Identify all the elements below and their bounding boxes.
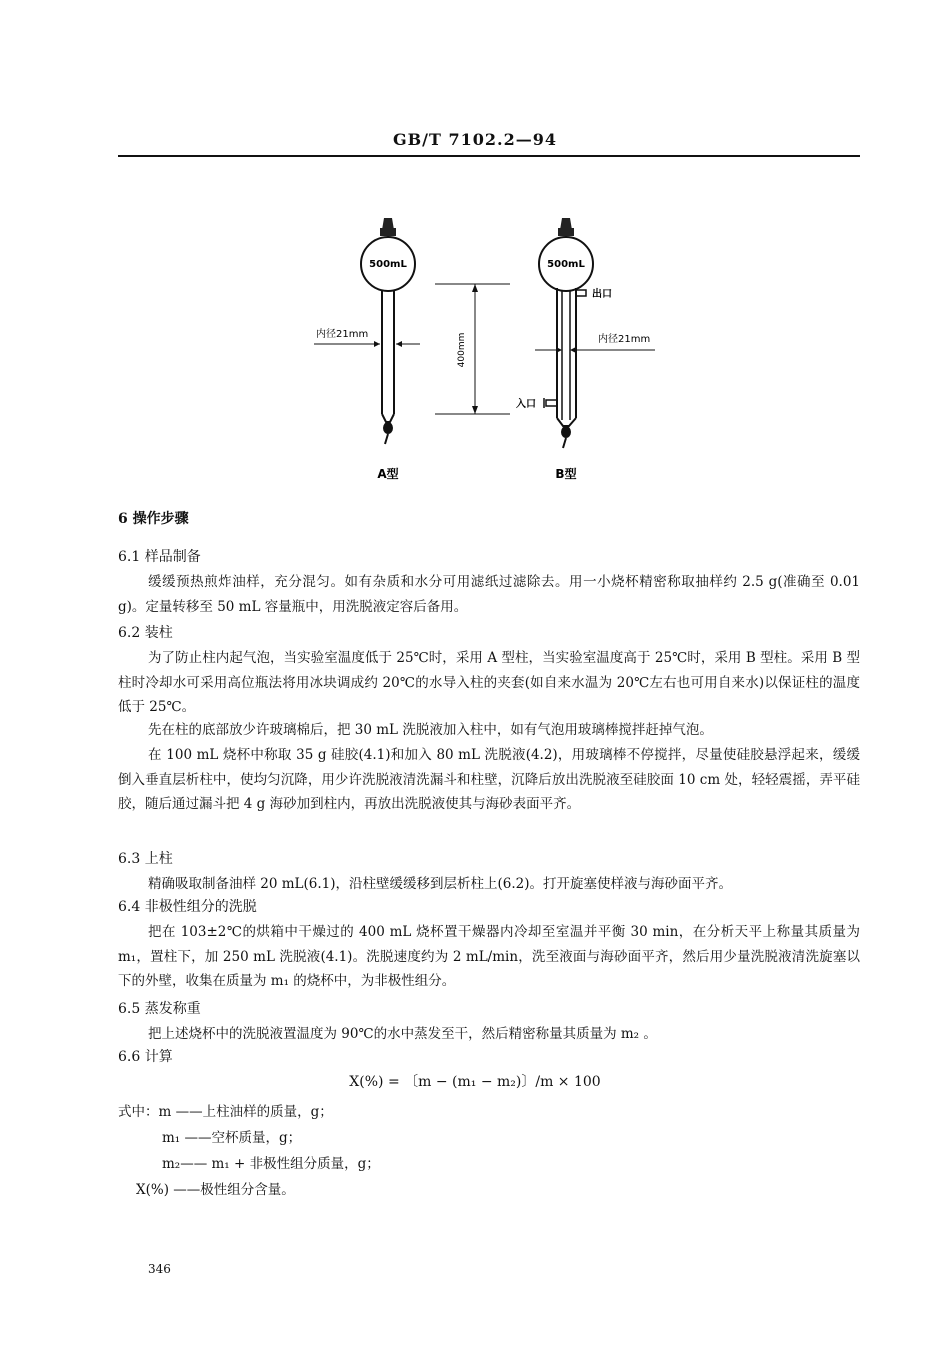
calculation-formula: X(%) = 〔m − (m₁ − m₂)〕/m × 100 <box>349 1074 601 1090</box>
column-figure <box>280 200 700 500</box>
column-a-caption: A型 <box>377 467 399 481</box>
length-dimension <box>435 284 510 414</box>
page-number: 346 <box>148 1262 171 1276</box>
column-a-volume: 500mL <box>369 259 407 270</box>
section-6-3-paragraph: 精确吸取制备油样 20 mL(6.1)，沿柱壁缓缓移到层析柱上(6.2)。打开旋塞使样液与海砂面平齐。 <box>148 876 733 892</box>
formula-legend-x: X(%) ——极性组分含量。 <box>136 1182 295 1198</box>
formula-legend-m: 式中：m ——上柱油样的质量，g； <box>118 1104 333 1120</box>
formula-legend-m1: m₁ ——空杯质量，g； <box>162 1130 302 1146</box>
section-6-2-paragraph-2: 先在柱的底部放少许玻璃棉后，把 30 mL 洗脱液加入柱中，如有气泡用玻璃棒搅拌赶掉气泡。 <box>148 722 713 738</box>
column-b-drawing <box>535 218 655 448</box>
section-6-5-heading: 6.5 蒸发称重 <box>118 1001 201 1017</box>
column-a-diameter-label: 内径21mm <box>316 329 369 340</box>
section-6-3-heading: 6.3 上柱 <box>118 851 173 867</box>
section-6-4-heading: 6.4 非极性组分的洗脱 <box>118 899 257 915</box>
section-6-1-heading: 6.1 样品制备 <box>118 549 201 565</box>
section-6-heading: 6 操作步骤 <box>118 511 189 527</box>
column-b-volume: 500mL <box>547 259 585 270</box>
header-rule <box>118 155 860 157</box>
section-6-2-paragraph-3: 在 100 mL 烧杯中称取 35 g 硅胶(4.1)和加入 80 mL 洗脱液(4.2)，用玻璃棒不停搅拌，尽量使硅胶悬浮起来，缓缓倒入垂直层析柱中，使均匀沉降，用少许洗脱液清洗漏斗和柱壁，沉降后放出洗脱液至硅胶面 10 cm 处，轻轻震摇，弄平硅胶，随后通过漏斗把 4 g 海砂加到柱内，再放出洗脱液使其与海砂表面平齐。 <box>118 747 860 812</box>
standard-number-header: GB/T 7102.2—94 <box>392 130 557 149</box>
column-b-diameter-label: 内径21mm <box>598 334 651 345</box>
column-b-outlet-label: 出口 <box>592 289 612 300</box>
section-6-5-paragraph: 把上述烧杯中的洗脱液置温度为 90℃的水中蒸发至干，然后精密称量其质量为 m₂ 。 <box>148 1026 657 1042</box>
section-6-2-paragraph-1: 为了防止柱内起气泡，当实验室温度低于 25℃时，采用 A 型柱，当实验室温度高于 25℃时，采用 B 型柱。采用 B 型柱时冷却水可采用高位瓶法将用冰块调成约 20℃的水导入柱的夹套(如自来水温为 20℃左右也可用自来水)以保证柱的温度低于 25℃。 <box>118 650 860 715</box>
section-6-2-heading: 6.2 装柱 <box>118 625 173 641</box>
column-b-inlet-label: 入口 <box>516 399 536 410</box>
section-6-4-paragraph: 把在 103±2℃的烘箱中干燥过的 400 mL 烧杯置干燥器内冷却至室温并平衡 30 min，在分析天平上称量其质量为 m₁，置柱下，加 250 mL 洗脱液(4.1)。洗脱速度约为 2 mL/min，洗至液面与海砂面平齐，然后用少量洗脱液清洗旋塞以下的外壁，收集在质量为 m₁ 的烧杯中，为非极性组分。 <box>118 924 860 989</box>
column-b-caption: B型 <box>555 467 577 481</box>
section-6-1-paragraph: 缓缓预热煎炸油样，充分混匀。如有杂质和水分可用滤纸过滤除去。用一小烧杯精密称取抽样约 2.5 g(准确至 0.01 g)。定量转移至 50 mL 容量瓶中，用洗脱液定容后备用。 <box>118 574 860 615</box>
section-6-6-heading: 6.6 计算 <box>118 1049 173 1065</box>
formula-legend-m2: m₂—— m₁ + 非极性组分质量，g； <box>162 1156 380 1172</box>
length-label: 400mm <box>457 332 467 368</box>
